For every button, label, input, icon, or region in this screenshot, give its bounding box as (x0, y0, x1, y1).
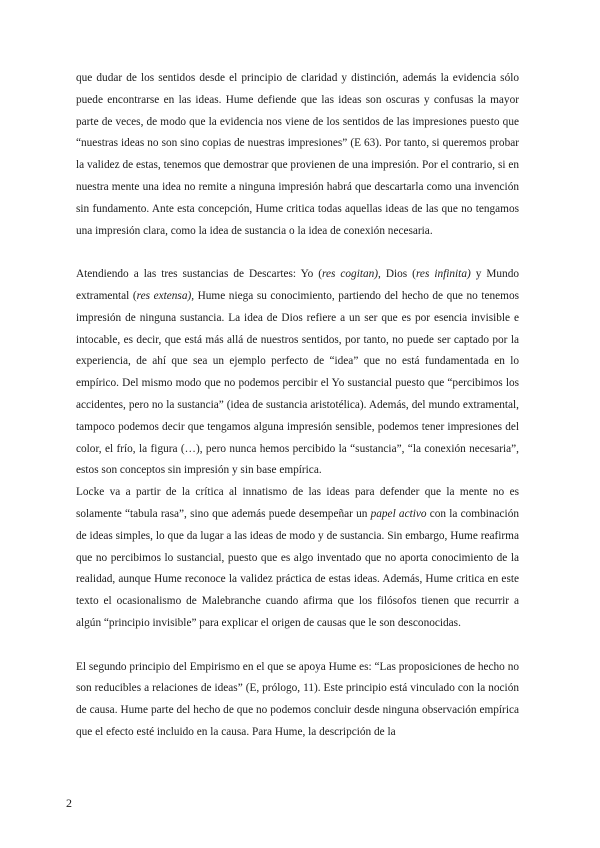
paragraph-1 (76, 68, 519, 242)
paragraph-4 (76, 657, 519, 744)
paragraph-spacer (76, 635, 519, 657)
paragraph-3 (76, 482, 519, 635)
text-run: que dudar de los sentidos desde el principio de claridad y distinción, además la evidencia sólo puede encontrarse en las ideas. Hume defiende que las ideas son oscuras y confusas la mayor parte de veces, de modo que la evidencia nos viene de los sentidos de las impresiones puesto que “nuestras ideas no son sino copias de nuestras impresiones” (E 63). Por tanto, si queremos probar la validez de estas, tenemos que demostrar que provienen de una impresión. Por el contrario, si en nuestra mente una idea no remite a ninguna impresión habrá que descartarla como una invención sin fundamento. Ante esta concepción, Hume critica todas aquellas ideas de las que no tengamos una impresión clara, como la idea de sustancia o la idea de conexión necesaria. (76, 72, 519, 237)
italic-text-run: res extensa), (136, 289, 195, 302)
italic-text-run: res cogitan) (322, 268, 379, 281)
paragraph-2 (76, 264, 519, 482)
page-number: 2 (66, 796, 72, 810)
text-run: y Mundo extramental ( (76, 268, 519, 302)
italic-text-run: papel activo (370, 507, 427, 520)
paragraph-spacer (76, 242, 519, 264)
text-run: Locke va a partir de la crítica al innatismo de las ideas para defender que la mente no es solamente “tabula rasa”, sino que además puede desempeñar un (76, 486, 519, 520)
italic-text-run: res infinita) (415, 268, 471, 281)
text-run: , Dios ( (378, 268, 416, 281)
text-run: Hume niega su conocimiento, partiendo del hecho de que no tenemos impresión de ninguna sustancia. La idea de Dios refiere a un ser que es por esencia invisible e intocable, es decir, que está más allá de nuestros sentidos, por tanto, no puede ser captado por la experiencia, de ahí que sea un ejemplo perfecto de “idea” que no está fundamentada en lo empírico. Del mismo modo que no podemos percibir el Yo sustancial puesto que “percibimos los accidentes, pero no la sustancia” (idea de sustancia aristotélica). Además, del mundo extramental, tampoco podemos decir que tengamos alguna impresión sensible, podemos tener impresiones del color, el frío, la figura (…), pero nunca hemos percibido la “sustancia”, “la conexión necesaria”, estos son conceptos sin impresión y sin base empírica. (76, 289, 520, 477)
text-run: El segundo principio del Empirismo en el que se apoya Hume es: “Las proposiciones de hecho no son reducibles a relaciones de ideas” (E, prólogo, 11). Este principio está vinculado con la noción de causa. Hume parte del hecho de que no podemos concluir desde ninguna observación empírica que el efecto esté incluido en la causa. Para Hume, la descripción de la (76, 660, 519, 738)
text-run: con la combinación de ideas simples, lo que da lugar a las ideas de modo y de sustancia. Sin embargo, Hume reafirma que no percibimos lo sustancial, puesto que es algo inventado que no aporta conocimiento de la realidad, aunque Hume reconoce la validez práctica de estas ideas. Además, Hume critica en este texto el ocasionalismo de Malebranche cuando afirma que los filósofos tienen que recurrir a algún “principio invisible” para explicar el origen de causas que le son desconocidas. (76, 507, 519, 629)
text-run: Atendiendo a las tres sustancias de Descartes: Yo ( (76, 268, 323, 281)
document-body (76, 68, 519, 744)
